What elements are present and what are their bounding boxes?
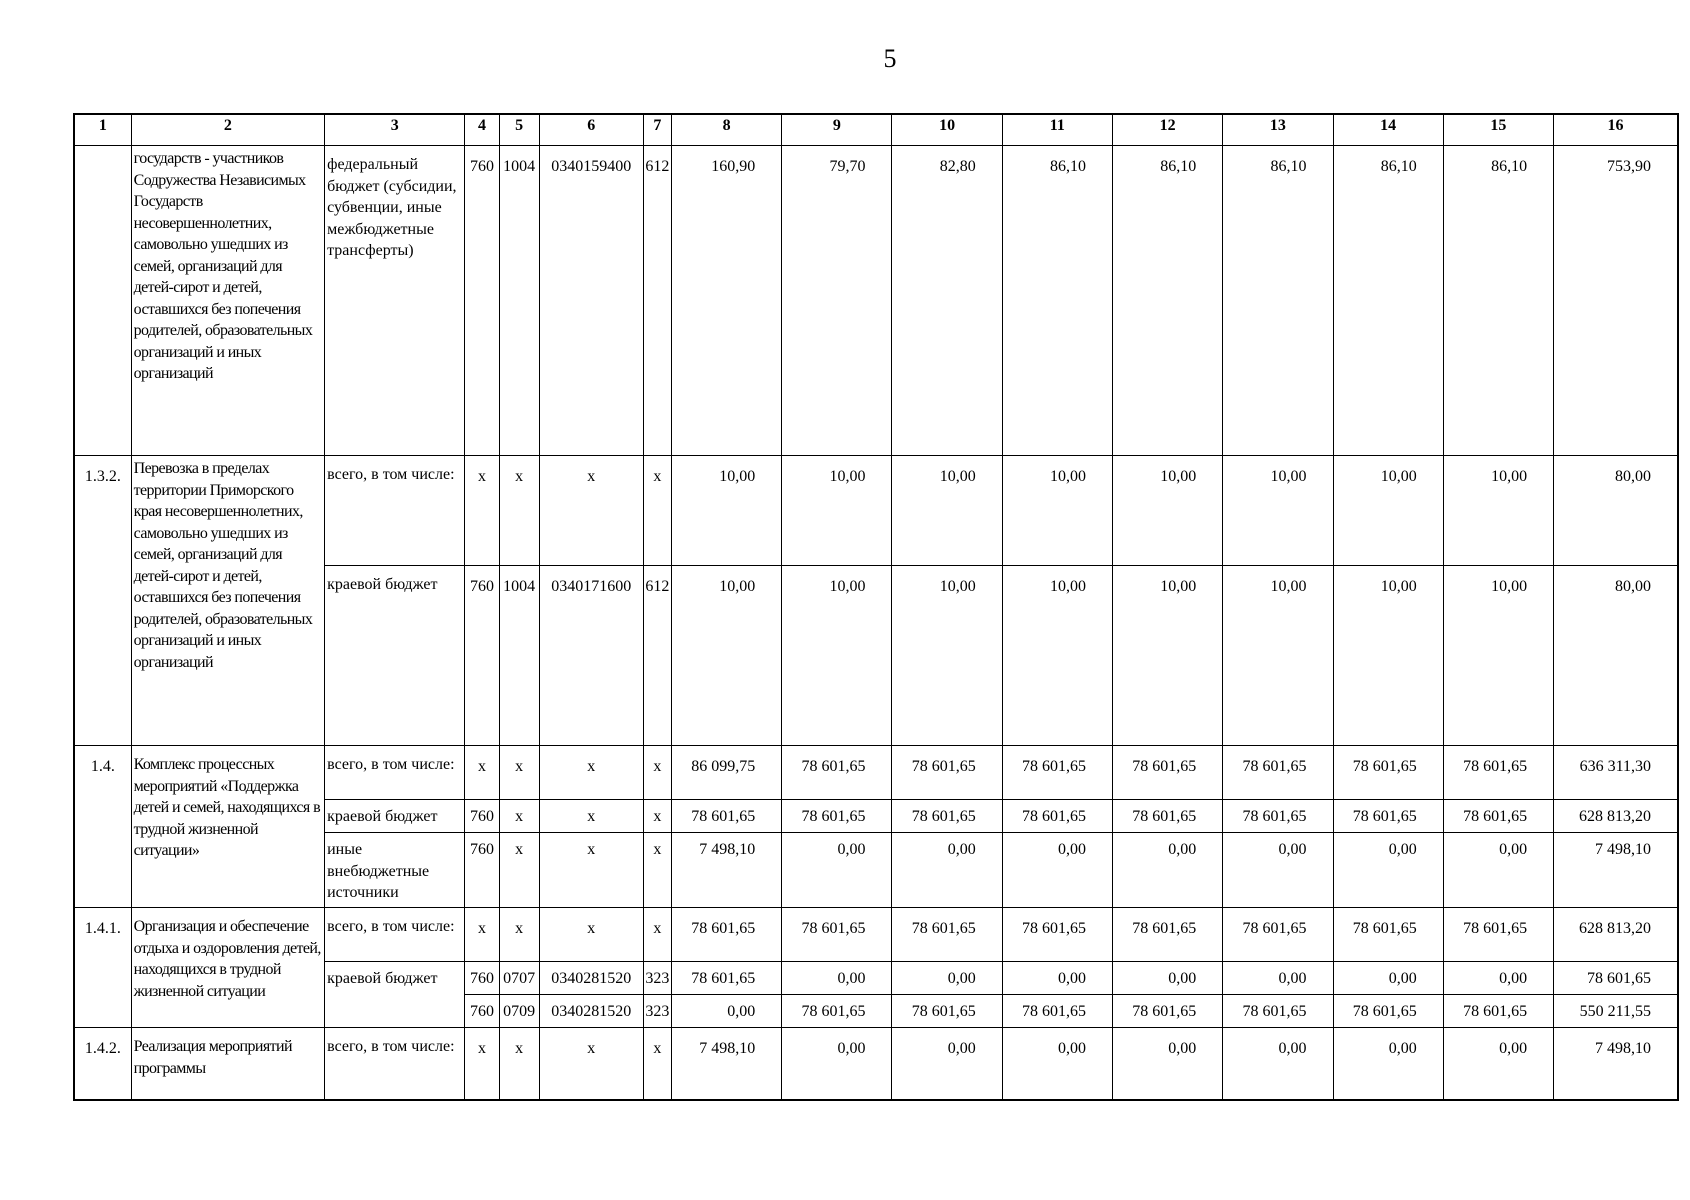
value-cell: 0,00 [1113,962,1223,995]
page-number: 5 [883,44,897,73]
value-cell: 10,00 [671,456,781,566]
code-cell: x [465,908,499,962]
col-header: 8 [671,114,781,146]
item-name: Реализация мероприятий программы [131,1028,324,1100]
code-cell: 0340281520 [539,995,643,1028]
value-cell: 78 601,65 [1002,908,1112,962]
value-cell: 78 601,65 [671,962,781,995]
value-cell: 7 498,10 [1554,833,1678,908]
value-cell: 78 601,65 [782,800,892,833]
value-cell: 0,00 [1223,1028,1333,1100]
value-cell: 78 601,65 [892,908,1002,962]
value-cell: 0,00 [1223,962,1333,995]
value-cell: 80,00 [1554,456,1678,566]
code-cell: 760 [465,800,499,833]
value-cell: 0,00 [1333,833,1443,908]
value-cell: 0,00 [1002,1028,1112,1100]
value-cell: 78 601,65 [1443,995,1553,1028]
code-cell: x [499,833,539,908]
value-cell: 78 601,65 [1002,800,1112,833]
funding-source: всего, в том числе: [325,908,465,962]
col-header: 4 [465,114,499,146]
funding-source: всего, в том числе: [325,746,465,800]
value-cell: 160,90 [671,146,781,456]
col-header: 7 [643,114,671,146]
col-header: 6 [539,114,643,146]
code-cell: 0340159400 [539,146,643,456]
col-header: 14 [1333,114,1443,146]
value-cell: 0,00 [892,1028,1002,1100]
code-cell: x [643,1028,671,1100]
code-cell: x [499,456,539,566]
value-cell: 7 498,10 [671,833,781,908]
value-cell: 86,10 [1113,146,1223,456]
value-cell: 0,00 [1333,1028,1443,1100]
value-cell: 550 211,55 [1554,995,1678,1028]
code-cell: x [499,800,539,833]
value-cell: 0,00 [892,833,1002,908]
code-cell: x [643,800,671,833]
value-cell: 10,00 [1113,456,1223,566]
col-header: 10 [892,114,1002,146]
item-number: 1.4. [74,746,131,908]
value-cell: 78 601,65 [782,908,892,962]
value-cell: 78 601,65 [1113,800,1223,833]
col-header: 3 [325,114,465,146]
code-cell: x [643,908,671,962]
value-cell: 10,00 [892,566,1002,746]
code-cell: x [465,1028,499,1100]
value-cell: 80,00 [1554,566,1678,746]
col-header: 11 [1002,114,1112,146]
value-cell: 10,00 [1333,566,1443,746]
value-cell: 78 601,65 [1443,908,1553,962]
col-header: 2 [131,114,324,146]
code-cell: x [539,833,643,908]
value-cell: 10,00 [1333,456,1443,566]
value-cell: 0,00 [1443,962,1553,995]
code-cell: x [539,456,643,566]
value-cell: 7 498,10 [1554,1028,1678,1100]
value-cell: 78 601,65 [1223,908,1333,962]
value-cell: 82,80 [892,146,1002,456]
value-cell: 10,00 [1223,456,1333,566]
value-cell: 78 601,65 [1113,995,1223,1028]
code-cell: 0340281520 [539,962,643,995]
value-cell: 753,90 [1554,146,1678,456]
value-cell: 10,00 [671,566,781,746]
value-cell: 78 601,65 [1002,995,1112,1028]
value-cell: 0,00 [671,995,781,1028]
value-cell: 10,00 [1443,566,1553,746]
value-cell: 78 601,65 [1223,746,1333,800]
code-cell: 1004 [499,566,539,746]
code-cell: x [465,746,499,800]
value-cell: 10,00 [1443,456,1553,566]
code-cell: 760 [465,146,499,456]
table-row [74,146,1678,456]
value-cell: 0,00 [782,1028,892,1100]
item-name: Организация и обеспечение отдыха и оздоровления детей, находящихся в трудной жизненной ситуации [131,908,324,1028]
col-header: 13 [1223,114,1333,146]
value-cell: 10,00 [892,456,1002,566]
code-cell: x [539,908,643,962]
header-row [74,114,1678,146]
value-cell: 628 813,20 [1554,800,1678,833]
value-cell: 628 813,20 [1554,908,1678,962]
value-cell: 78 601,65 [892,746,1002,800]
value-cell: 78 601,65 [1333,800,1443,833]
value-cell: 78 601,65 [671,908,781,962]
code-cell: 612 [643,566,671,746]
code-cell: 323 [643,995,671,1028]
value-cell: 10,00 [1002,456,1112,566]
col-header: 15 [1443,114,1553,146]
item-name: Комплекс процессных мероприятий «Поддержка детей и семей, находящихся в трудной жизненной ситуации» [131,746,324,908]
value-cell: 78 601,65 [1443,800,1553,833]
value-cell: 0,00 [1443,833,1553,908]
value-cell: 10,00 [782,456,892,566]
code-cell: 612 [643,146,671,456]
item-number: 1.4.1. [74,908,131,1028]
value-cell: 0,00 [782,962,892,995]
col-header: 5 [499,114,539,146]
funding-source: федеральный бюджет (субсидии, субвенции, иные межбюджетные трансферты) [325,146,465,456]
budget-table [73,113,1679,1101]
item-number: 1.4.2. [74,1028,131,1100]
col-header: 16 [1554,114,1678,146]
value-cell: 78 601,65 [1113,908,1223,962]
value-cell: 0,00 [1002,962,1112,995]
value-cell: 0,00 [1002,833,1112,908]
table-row [74,456,1678,566]
value-cell: 10,00 [1113,566,1223,746]
value-cell: 0,00 [1333,962,1443,995]
value-cell: 0,00 [1443,1028,1553,1100]
value-cell: 78 601,65 [671,800,781,833]
value-cell: 0,00 [892,962,1002,995]
code-cell: x [643,456,671,566]
value-cell: 78 601,65 [782,995,892,1028]
code-cell: x [499,1028,539,1100]
item-number: 1.3.2. [74,456,131,746]
code-cell: 760 [465,566,499,746]
value-cell: 86,10 [1443,146,1553,456]
value-cell: 86 099,75 [671,746,781,800]
value-cell: 78 601,65 [1223,800,1333,833]
value-cell: 78 601,65 [892,800,1002,833]
value-cell: 86,10 [1223,146,1333,456]
value-cell: 0,00 [1223,833,1333,908]
code-cell: x [499,746,539,800]
value-cell: 10,00 [782,566,892,746]
funding-source: краевой бюджет [325,566,465,746]
code-cell: 0340171600 [539,566,643,746]
code-cell: 323 [643,962,671,995]
value-cell: 7 498,10 [671,1028,781,1100]
code-cell: x [539,746,643,800]
col-header: 12 [1113,114,1223,146]
code-cell: 1004 [499,146,539,456]
value-cell: 78 601,65 [892,995,1002,1028]
col-header: 1 [74,114,131,146]
code-cell: 0707 [499,962,539,995]
value-cell: 0,00 [1113,833,1223,908]
value-cell: 78 601,65 [1333,995,1443,1028]
value-cell: 78 601,65 [1113,746,1223,800]
table-row [74,908,1678,962]
value-cell: 0,00 [782,833,892,908]
value-cell: 10,00 [1002,566,1112,746]
table-row [74,746,1678,800]
col-header: 9 [782,114,892,146]
code-cell: x [539,1028,643,1100]
funding-source: иные внебюджетные источники [325,833,465,908]
code-cell: x [643,833,671,908]
value-cell: 78 601,65 [1333,746,1443,800]
code-cell: 760 [465,833,499,908]
funding-source: всего, в том числе: [325,1028,465,1100]
funding-source: краевой бюджет [325,962,465,1028]
code-cell: 0709 [499,995,539,1028]
value-cell: 78 601,65 [1223,995,1333,1028]
table-row [74,1028,1678,1100]
value-cell: 636 311,30 [1554,746,1678,800]
code-cell: x [539,800,643,833]
code-cell: x [643,746,671,800]
value-cell: 78 601,65 [782,746,892,800]
code-cell: x [499,908,539,962]
value-cell: 79,70 [782,146,892,456]
value-cell: 78 601,65 [1002,746,1112,800]
item-name: Перевозка в пределах территории Приморского края несовершеннолетних, самовольно ушедших из семей, организаций для детей-сирот и детей, оставшихся без попечения родителей, образовательных организаций и иных организаций [131,456,324,746]
code-cell: 760 [465,962,499,995]
value-cell: 78 601,65 [1443,746,1553,800]
funding-source: всего, в том числе: [325,456,465,566]
item-name: государств - участников Содружества Независимых Государств несовершеннолетних, самовольно ушедших из семей, организаций для детей-сирот и детей, оставшихся без попечения родителей, образовательных организаций и иных организаций [131,146,324,456]
code-cell: x [465,456,499,566]
funding-source: краевой бюджет [325,800,465,833]
value-cell: 0,00 [1113,1028,1223,1100]
item-number [74,146,131,456]
code-cell: 760 [465,995,499,1028]
value-cell: 78 601,65 [1333,908,1443,962]
value-cell: 86,10 [1002,146,1112,456]
value-cell: 10,00 [1223,566,1333,746]
value-cell: 78 601,65 [1554,962,1678,995]
value-cell: 86,10 [1333,146,1443,456]
